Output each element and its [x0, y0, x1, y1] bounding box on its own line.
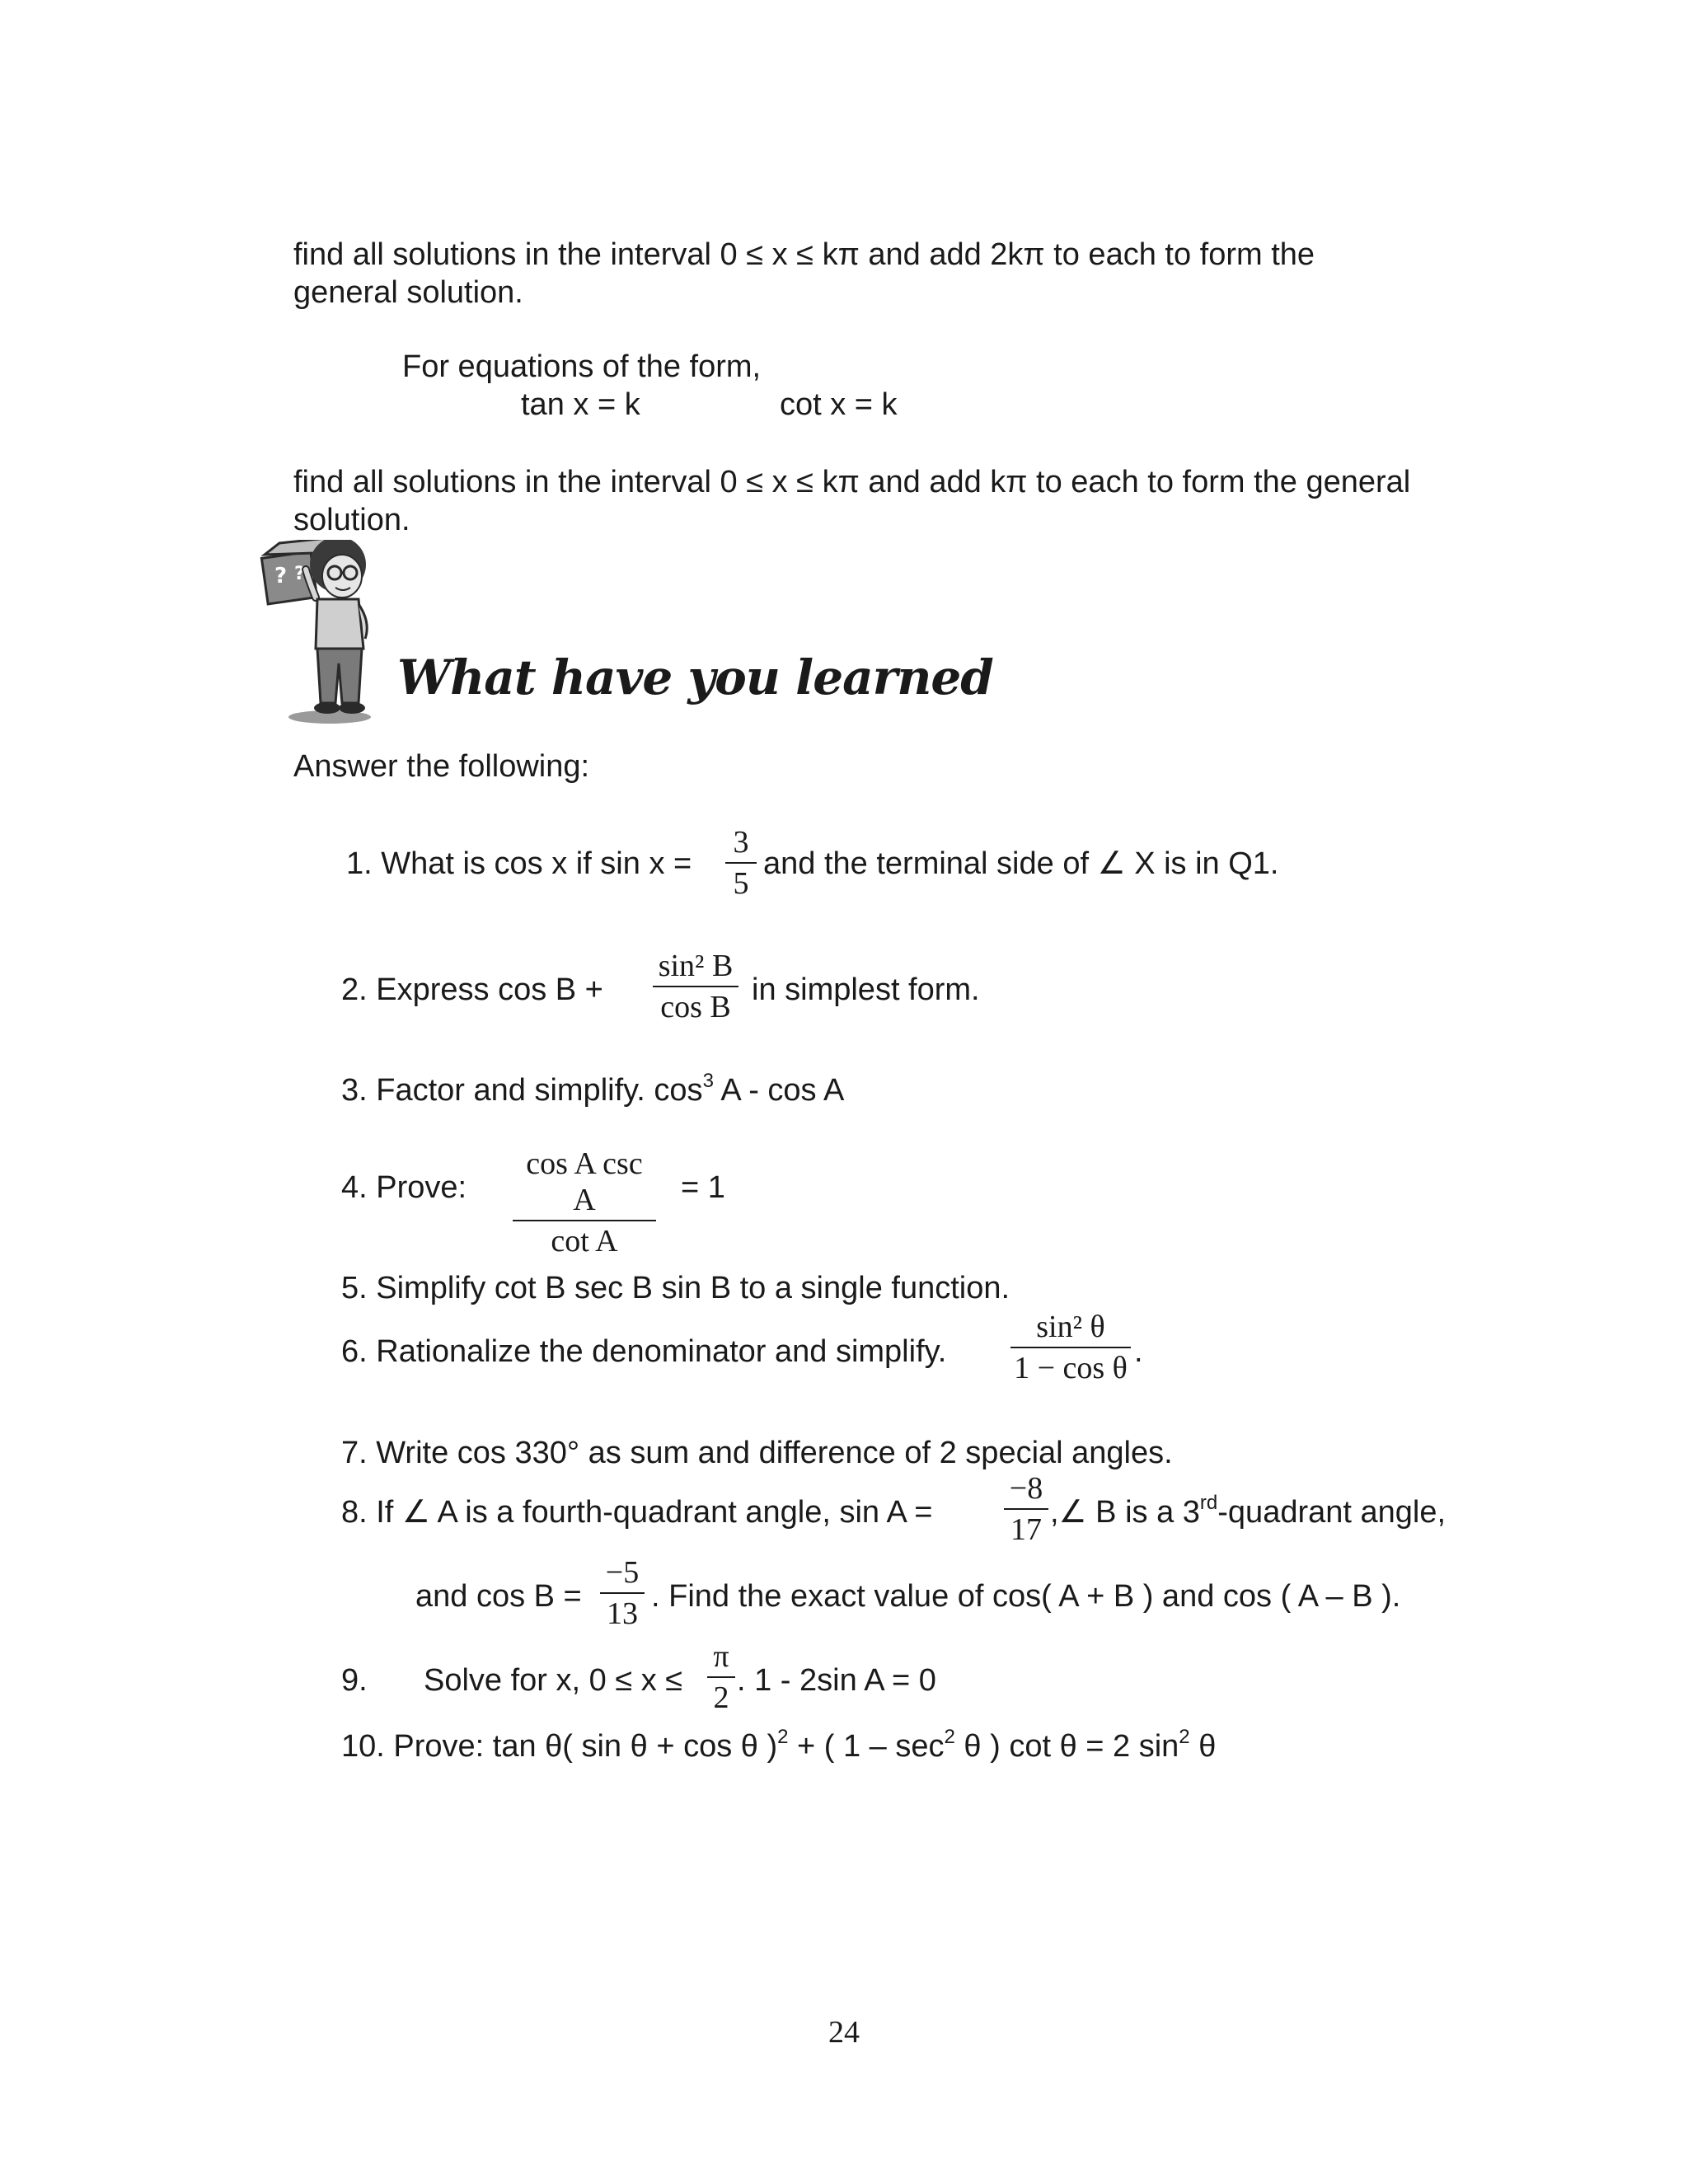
question-4-text: 4. Prove: — [341, 1170, 467, 1205]
question-6-text: 6. Rationalize the denominator and simplify. — [341, 1334, 947, 1369]
fraction-numerator: sin² B — [658, 949, 734, 983]
question-2-text: 2. Express cos B + — [341, 972, 603, 1007]
question-1-fraction — [725, 824, 757, 902]
fraction-numerator: −5 — [605, 1555, 640, 1590]
fraction-denominator: 5 — [733, 866, 749, 901]
ordinal-suffix: rd — [1199, 1492, 1218, 1514]
paragraph-line: solution. — [293, 503, 410, 537]
question-6-text: . — [1134, 1334, 1143, 1369]
question-6-fraction — [1010, 1309, 1131, 1386]
form-intro: For equations of the form, — [402, 349, 762, 384]
question-8-fraction-sin — [1004, 1470, 1048, 1548]
question-8-text: 8. If ∠ A is a fourth-quadrant angle, sin A = — [341, 1495, 933, 1530]
question-10-part: θ — [1189, 1729, 1217, 1764]
question-1-text: 1. What is cos x if sin x = — [346, 846, 692, 881]
question-8-text: . Find the exact value of cos( A + B ) and cos ( A – B ). — [651, 1579, 1401, 1614]
fraction-denominator: 1 − cos θ — [1014, 1351, 1128, 1385]
svg-text:?: ? — [294, 564, 305, 584]
fraction-denominator: cot A — [551, 1224, 618, 1258]
question-10-part: 10. Prove: tan θ( sin θ + cos θ ) — [341, 1729, 778, 1764]
instruction-text: Answer the following: — [293, 749, 590, 784]
question-10-part: θ ) cot θ = 2 sin — [954, 1729, 1179, 1764]
question-5-text: 5. Simplify cot B sec B sin B to a single function. — [341, 1271, 1010, 1305]
question-9-number: 9. — [341, 1663, 368, 1698]
form-equation-tan: tan x = k — [521, 387, 640, 422]
question-10-part: + ( 1 – sec — [788, 1729, 945, 1764]
question-1-text: and the terminal side of ∠ X is in Q1. — [763, 846, 1279, 881]
question-3-text — [341, 1071, 844, 1109]
question-9-fraction — [707, 1638, 735, 1716]
question-8-text — [1050, 1493, 1446, 1531]
question-10-text — [341, 1727, 1216, 1765]
question-2-text: in simplest form. — [752, 972, 980, 1007]
page-number: 24 — [828, 2015, 860, 2050]
question-9-text: Solve for x, 0 ≤ x ≤ — [424, 1663, 683, 1698]
question-8-post: -quadrant angle, — [1217, 1495, 1447, 1530]
girl-carrying-box-icon — [251, 540, 400, 725]
fraction-denominator: cos B — [660, 990, 731, 1024]
fraction-denominator: 17 — [1010, 1512, 1042, 1547]
question-8-text: and cos B = — [415, 1579, 582, 1614]
paragraph-line: general solution. — [293, 275, 523, 310]
exponent: 2 — [944, 1726, 955, 1748]
paragraph-line: find all solutions in the interval 0 ≤ x ≤ kπ and add 2kπ to each to form the — [293, 237, 1315, 272]
question-3-post: A - cos A — [713, 1073, 845, 1108]
paragraph-line: find all solutions in the interval 0 ≤ x ≤ kπ and add kπ to each to form the general — [293, 465, 1411, 499]
exponent: 2 — [1179, 1726, 1190, 1748]
fraction-denominator: 2 — [713, 1680, 729, 1715]
fraction-denominator: 13 — [607, 1596, 638, 1631]
svg-text:?: ? — [274, 564, 288, 588]
fraction-numerator: π — [713, 1639, 729, 1674]
form-equation-cot: cot x = k — [780, 387, 898, 422]
question-3-pre: 3. Factor and simplify. cos — [341, 1073, 703, 1108]
question-4-text: = 1 — [681, 1170, 725, 1205]
section-heading: What have you learned — [397, 649, 993, 705]
question-8-mid: ,∠ B is a 3 — [1050, 1495, 1200, 1530]
fraction-numerator: cos A csc A — [526, 1146, 643, 1217]
question-9-text: . 1 - 2sin A = 0 — [737, 1663, 936, 1698]
exponent: 2 — [777, 1726, 789, 1748]
exponent: 3 — [702, 1070, 714, 1092]
question-8-fraction-cos — [600, 1554, 645, 1632]
fraction-numerator: −8 — [1009, 1471, 1043, 1506]
question-4-fraction — [513, 1146, 656, 1259]
fraction-numerator: 3 — [733, 825, 749, 860]
fraction-numerator: sin² θ — [1036, 1310, 1105, 1344]
question-2-fraction — [653, 948, 738, 1025]
question-7-text: 7. Write cos 330° as sum and difference of 2 special angles. — [341, 1436, 1173, 1470]
